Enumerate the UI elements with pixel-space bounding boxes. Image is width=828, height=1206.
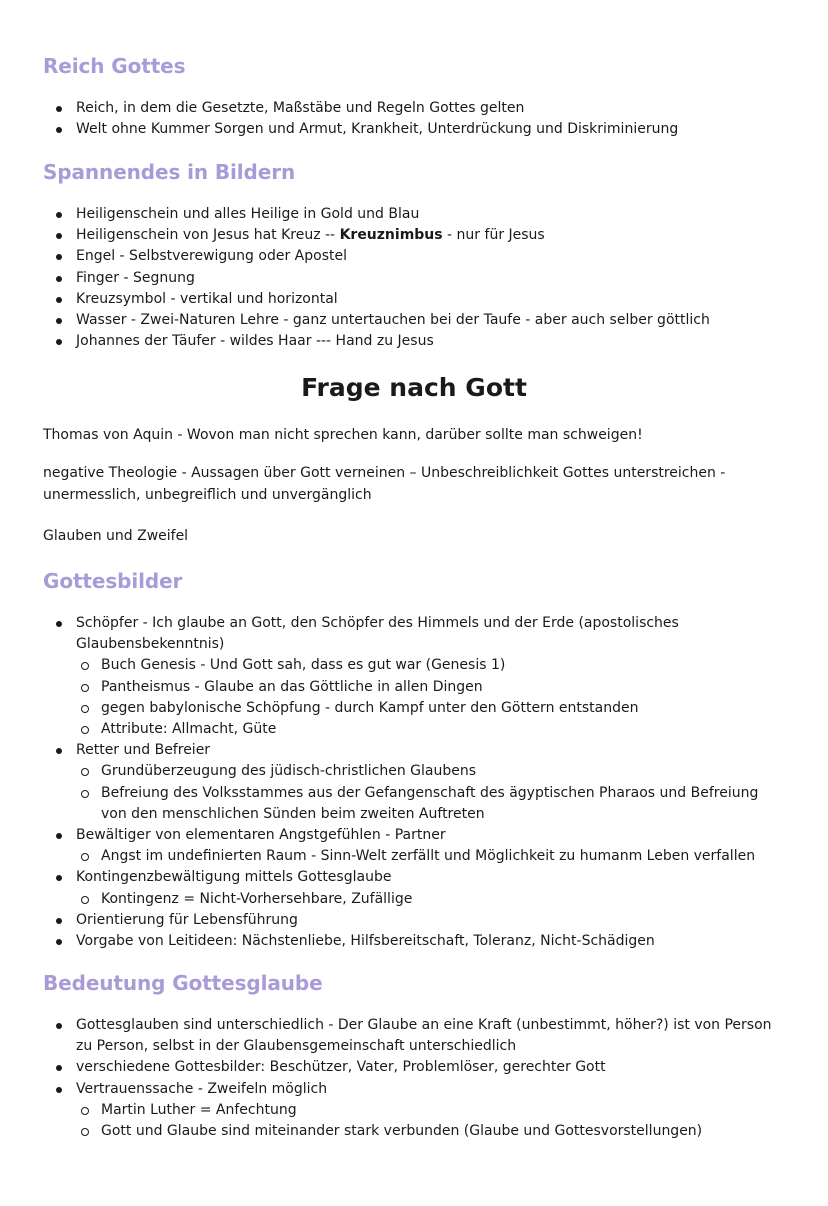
list-item: Engel - Selbstverewigung oder Apostel xyxy=(0,246,780,267)
sub-list-item: Martin Luther = Anfechtung xyxy=(76,1100,777,1121)
list-item xyxy=(0,1015,780,1057)
list-item-text: Retter und Befreier xyxy=(76,742,211,759)
list-item xyxy=(0,1079,780,1143)
heading-reich-gottes: Reich Gottes xyxy=(43,54,186,78)
list-item-text: - nur für Jesus xyxy=(442,227,545,244)
list-item: Welt ohne Kummer Sorgen und Armut, Krankheit, Unterdrückung und Diskriminierung xyxy=(0,119,780,140)
sub-list xyxy=(76,761,780,825)
list-item-text: Bewältiger von elementaren Angstgefühlen - Partner xyxy=(76,827,446,844)
sub-list-item: Kontingenz = Nicht-Vorhersehbare, Zufällige xyxy=(76,889,777,910)
list-item-text: Heiligenschein von Jesus hat Kreuz -- xyxy=(76,227,340,244)
sub-list-item: gegen babylonische Schöpfung - durch Kampf unter den Göttern entstanden xyxy=(76,698,777,719)
list-item-text: Vertrauenssache - Zweifeln möglich xyxy=(76,1080,328,1097)
bilder-list xyxy=(0,204,780,352)
list-item-text: Vorgabe von Leitideen: Nächstenliebe, Hilfsbereitschaft, Toleranz, Nicht-Schädigen xyxy=(76,933,655,950)
list-item: Johannes der Täufer - wildes Haar --- Hand zu Jesus xyxy=(0,331,780,352)
list-item: Reich, in dem die Gesetzte, Maßstäbe und Regeln Gottes gelten xyxy=(0,98,780,119)
sub-list-item: Befreiung des Volksstammes aus der Gefangenschaft des ägyptischen Pharaos und Befreiung von den menschlichen Sünden beim zweiten Auftreten xyxy=(76,783,777,825)
list-item xyxy=(0,740,780,825)
reich-gottes-list xyxy=(0,98,780,140)
list-item xyxy=(0,867,780,909)
sub-list-item: Angst im undefinierten Raum - Sinn-Welt zerfällt und Möglichkeit zu humanm Leben verfallen xyxy=(76,846,777,867)
sub-list-item: Buch Genesis - Und Gott sah, dass es gut war (Genesis 1) xyxy=(76,655,777,676)
list-item-text: verschiedene Gottesbilder: Beschützer, Vater, Problemlöser, gerechter Gott xyxy=(76,1059,606,1076)
gottesbilder-list xyxy=(0,613,780,952)
list-item xyxy=(0,825,780,867)
list-item xyxy=(0,613,780,740)
list-item xyxy=(0,225,780,246)
heading-spannendes-in-bildern: Spannendes in Bildern xyxy=(43,160,296,184)
sub-list xyxy=(76,889,780,910)
list-item xyxy=(0,910,780,931)
heading-bedeutung-gottesglaube: Bedeutung Gottesglaube xyxy=(43,971,323,995)
sub-list xyxy=(76,1100,780,1142)
sub-list xyxy=(76,846,780,867)
list-item-text: Orientierung für Lebensführung xyxy=(76,911,298,928)
page-title: Frage nach Gott xyxy=(301,373,527,402)
list-item-text: Gottesglauben sind unterschiedlich - Der Glaube an eine Kraft (unbestimmt, höher?) ist von Person zu Person, selbst in der Glaubensgemeinschaft unterschiedlich xyxy=(76,1017,772,1055)
list-item: Finger - Segnung xyxy=(0,268,780,289)
sub-list-item: Gott und Glaube sind miteinander stark verbunden (Glaube und Gottesvorstellungen) xyxy=(76,1121,777,1142)
paragraph-negative-theologie: negative Theologie - Aussagen über Gott verneinen – Unbeschreiblichkeit Gottes unterstreichen - unermesslich, unbegreiflich und unvergänglich xyxy=(43,465,726,503)
list-item-text: Schöpfer - Ich glaube an Gott, den Schöpfer des Himmels und der Erde (apostolisches Glaubensbekenntnis) xyxy=(76,615,679,653)
bold-term: Kreuznimbus xyxy=(339,227,443,244)
heading-gottesbilder: Gottesbilder xyxy=(43,569,183,593)
sub-list-item: Pantheismus - Glaube an das Göttliche in allen Dingen xyxy=(76,677,777,698)
paragraph-aquin: Thomas von Aquin - Wovon man nicht sprechen kann, darüber sollte man schweigen! xyxy=(43,427,643,443)
sub-list-item: Grundüberzeugung des jüdisch-christlichen Glaubens xyxy=(76,761,777,782)
list-item: Heiligenschein und alles Heilige in Gold und Blau xyxy=(0,204,780,225)
paragraph-glauben-zweifel: Glauben und Zweifel xyxy=(43,528,189,544)
sub-list xyxy=(76,655,780,740)
bedeutung-list xyxy=(0,1015,780,1142)
list-item xyxy=(0,1057,780,1078)
list-item: Kreuzsymbol - vertikal und horizontal xyxy=(0,289,780,310)
list-item xyxy=(0,931,780,952)
list-item-text: Kontingenzbewältigung mittels Gottesglaube xyxy=(76,869,392,886)
list-item: Wasser - Zwei-Naturen Lehre - ganz untertauchen bei der Taufe - aber auch selber göttlich xyxy=(0,310,780,331)
sub-list-item: Attribute: Allmacht, Güte xyxy=(76,719,777,740)
